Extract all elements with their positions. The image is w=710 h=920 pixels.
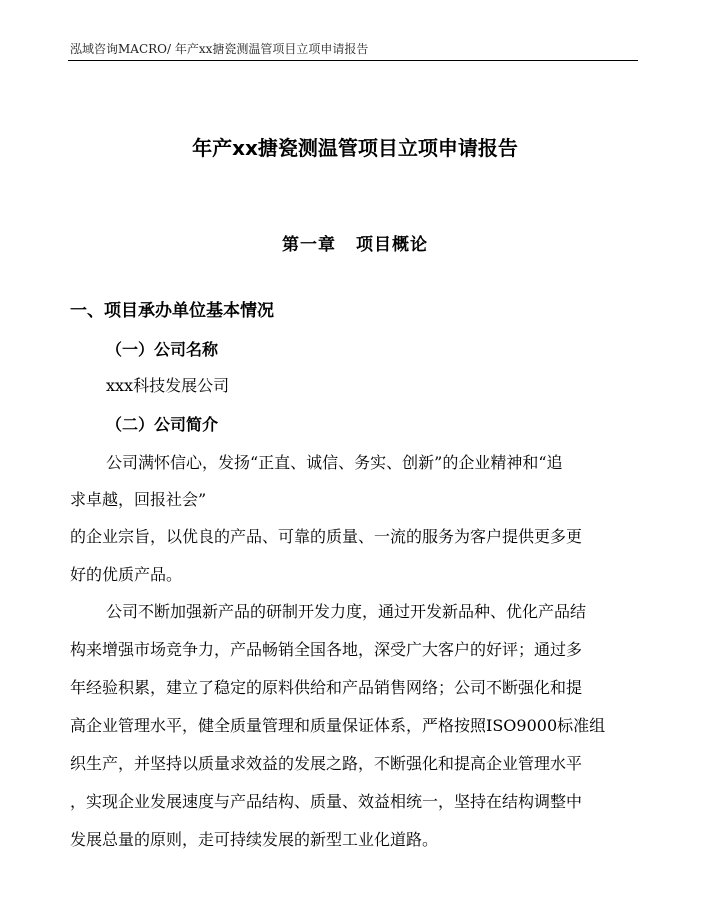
chapter-heading bbox=[0, 230, 710, 255]
subsection-heading-company-name: （一）公司名称 bbox=[106, 340, 219, 359]
paragraph-line: 公司不断加强新产品的研制开发力度，通过开发新品种、优化产品结 bbox=[106, 602, 587, 621]
paragraph-line: 高企业管理水平，健全质量管理和质量保证体系，严格按照ISO9000标准组 bbox=[70, 716, 606, 735]
paragraph-line: 构来增强市场竞争力，产品畅销全国各地，深受广大客户的好评；通过多 bbox=[70, 640, 583, 659]
running-header: 泓域咨询MACRO/ 年产xx搪瓷测温管项目立项申请报告 bbox=[70, 42, 369, 56]
paragraph-line: 年经验积累，建立了稳定的原料供给和产品销售网络；公司不断强化和提 bbox=[70, 678, 583, 697]
paragraph-line: 的企业宗旨，以优良的产品、可靠的质量、一流的服务为客户提供更多更 bbox=[70, 527, 583, 546]
company-name-text: xxx科技发展公司 bbox=[106, 376, 230, 395]
chapter-title: 项目概论 bbox=[356, 235, 428, 255]
document-title: 年产xx搪瓷测温管项目立项申请报告 bbox=[192, 136, 518, 160]
header-rule bbox=[68, 60, 638, 61]
paragraph-line: 织生产，并坚持以质量求效益的发展之路，不断强化和提高企业管理水平 bbox=[70, 754, 583, 773]
paragraph-line: ，实现企业发展速度与产品结构、质量、效益相统一，坚持在结构调整中 bbox=[70, 792, 583, 811]
paragraph-line: 好的优质产品。 bbox=[70, 565, 183, 584]
paragraph-line: 发展总量的原则，走可持续发展的新型工业化道路。 bbox=[70, 830, 439, 849]
paragraph-line: 求卓越，回报社会” bbox=[70, 490, 207, 509]
subsection-heading-company-intro: （二）公司简介 bbox=[106, 415, 219, 434]
chapter-number: 第一章 bbox=[282, 235, 336, 255]
section-heading: 一、项目承办单位基本情况 bbox=[70, 301, 274, 321]
paragraph-line: 公司满怀信心，发扬“正直、诚信、务实、创新”的企业精神和“追 bbox=[106, 453, 563, 472]
